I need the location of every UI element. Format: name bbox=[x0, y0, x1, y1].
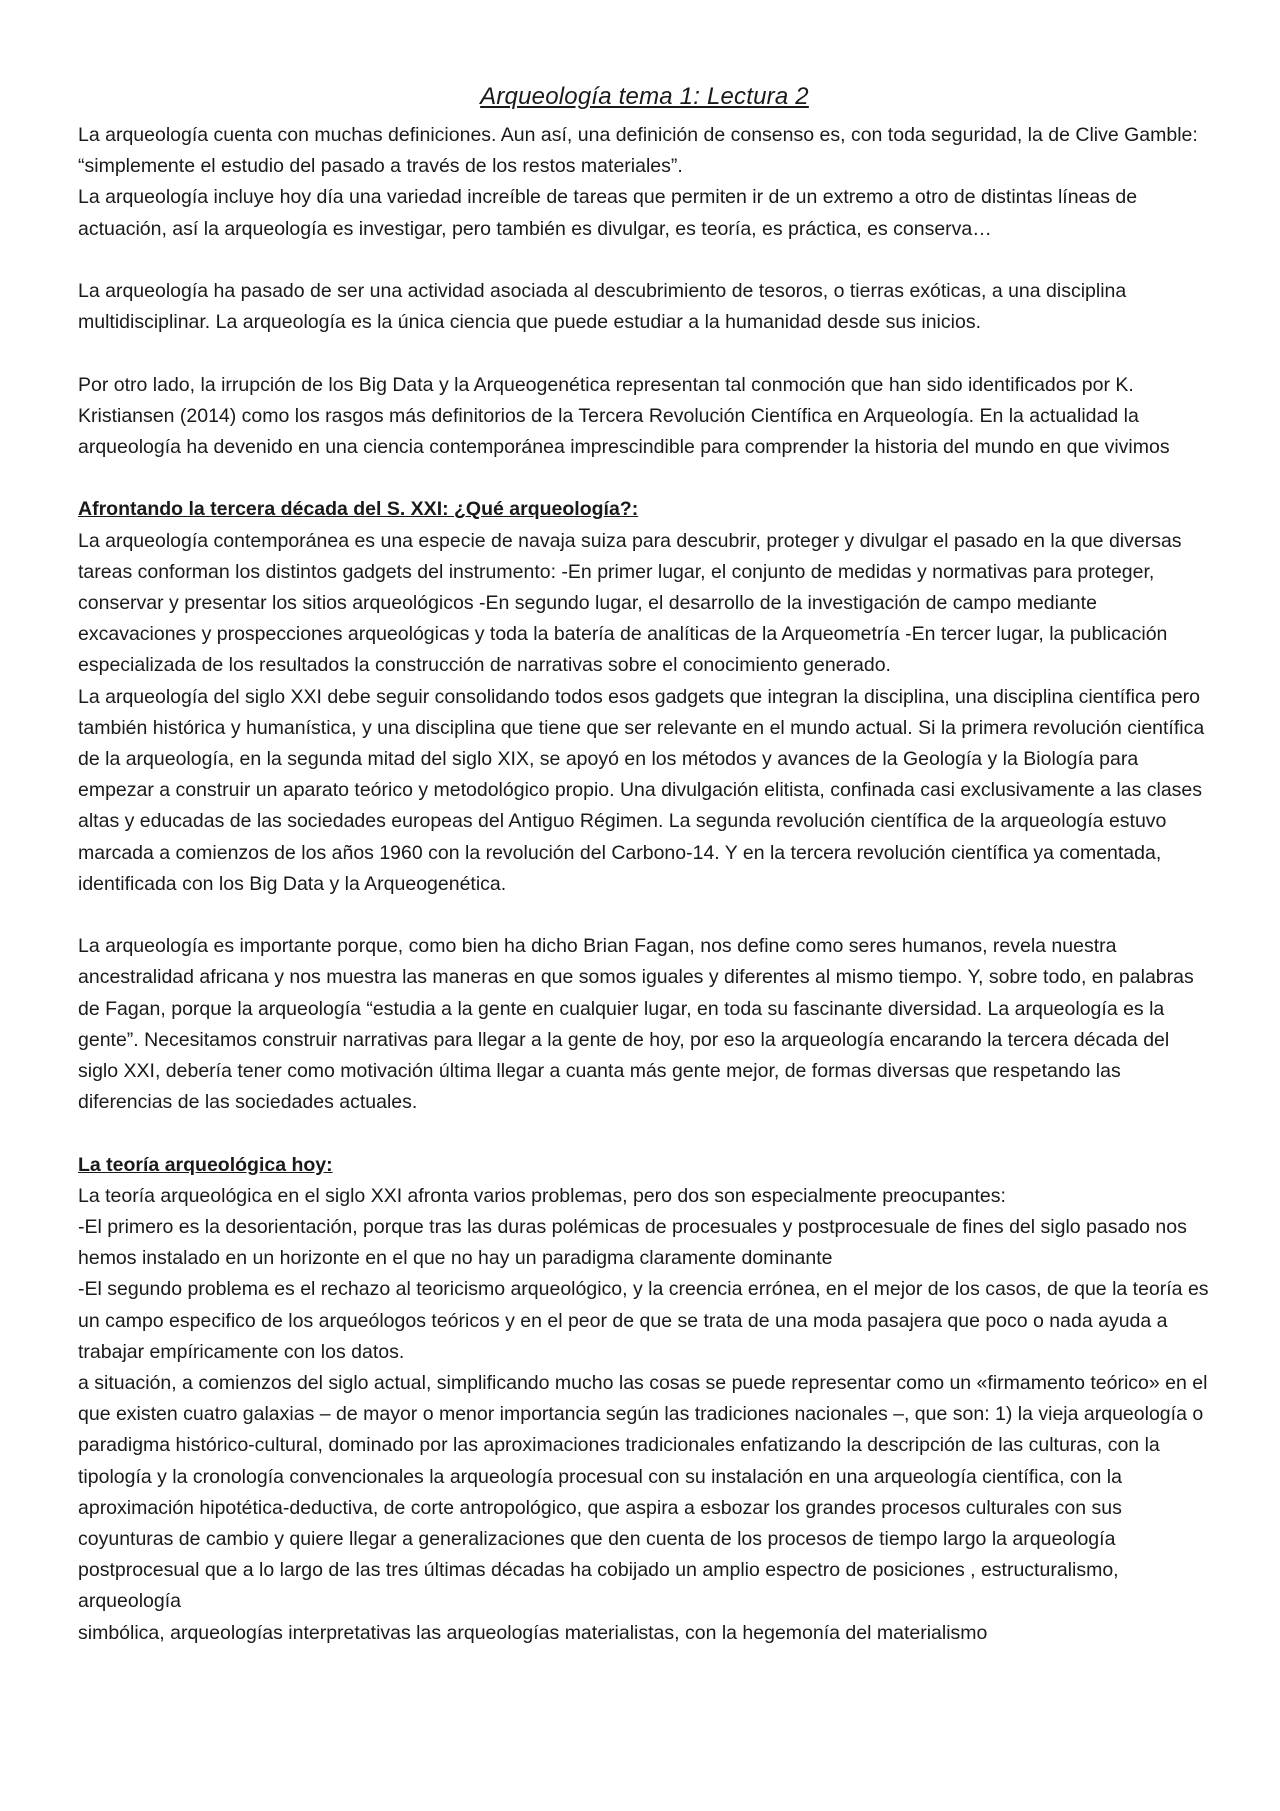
section2-paragraph-1: La teoría arqueológica en el siglo XXI afronta varios problemas, pero dos son especialmente preocupantes: bbox=[78, 1184, 1006, 1207]
intro-paragraph-3: La arqueología ha pasado de ser una actividad asociada al descubrimiento de tesoros, o tierras exóticas, a una disciplina multidisciplinar. La arqueología es la única ciencia que puede estudiar a la humanidad desde sus inicios. bbox=[78, 280, 1127, 334]
paragraph-gap bbox=[78, 338, 1211, 369]
paragraph-gap bbox=[78, 245, 1211, 276]
section1-paragraph-3: La arqueología es importante porque, como bien ha dicho Brian Fagan, nos define como seres humanos, revela nuestra ancestralidad africana y nos muestra las maneras en que somos iguales y diferentes al mismo tiempo. Y, sobre todo, en palabras de Fagan, porque la arqueología “estudia a la gente en cualquier lugar, en toda su fascinante diversidad. La arqueología es la gente”. Necesitamos construir narrativas para llegar a la gente de hoy, por eso la arqueología encarando la tercera década del siglo XXI, debería tener como motivación última llegar a cuanta más gente mejor, de formas diversas que respetando las diferencias de las sociedades actuales. bbox=[78, 935, 1194, 1114]
section-heading-tercera-decada: Afrontando la tercera década del S. XXI: ¿Qué arqueología?: bbox=[78, 498, 639, 521]
document-page bbox=[78, 78, 1211, 1649]
section1-paragraph-2: La arqueología del siglo XXI debe seguir consolidando todos esos gadgets que integran la disciplina, una disciplina científica pero también histórica y humanística, y una disciplina que tiene que ser relevante en el mundo actual. Si la primera revolución científica de la arqueología, en la segunda mitad del siglo XIX, se apoyó en los métodos y avances de la Geología y la Biología para empezar a construir un aparato teórico y metodológico propio. Una divulgación elitista, confinada casi exclusivamente a las clases altas y educadas de las sociedades europeas del Antiguo Régimen. La segunda revolución científica de la arqueología estuvo marcada a comienzos de los años 1960 con la revolución del Carbono-14. Y en la tercera revolución científica ya comentada, identificada con los Big Data y la Arqueogenética. bbox=[78, 685, 1205, 895]
paragraph-gap bbox=[78, 1118, 1211, 1149]
section1-paragraph-1: La arqueología contemporánea es una especie de navaja suiza para descubrir, proteger y divulgar el pasado en la que diversas tareas conforman los distintos gadgets del instrumento: -En primer lugar, el conjunto de medidas y normativas para proteger, conservar y presentar los sitios arqueológicos -En segundo lugar, el desarrollo de la investigación de campo mediante excavaciones y prospecciones arqueológicas y toda la batería de analíticas de la Arqueometría -En tercer lugar, la publicación especializada de los resultados la construcción de narrativas sobre el conocimiento generado. bbox=[78, 529, 1182, 677]
section2-paragraph-3: -El segundo problema es el rechazo al teoricismo arqueológico, y la creencia errónea, en el mejor de los casos, de que la teoría es un campo especifico de los arqueólogos teóricos y en el peor de que se trata de una moda pasajera que poco o nada ayuda a trabajar empíricamente con los datos. bbox=[78, 1278, 1209, 1363]
section2-paragraph-5: simbólica, arqueologías interpretativas las arqueologías materialistas, con la hegemonía del materialismo bbox=[78, 1621, 988, 1644]
intro-paragraph-2: La arqueología incluye hoy día una variedad increíble de tareas que permiten ir de un extremo a otro de distintas líneas de actuación, así la arqueología es investigar, pero también es divulgar, es teoría, es práctica, es conserva… bbox=[78, 186, 1138, 240]
section-heading-teoria: La teoría arqueológica hoy: bbox=[78, 1153, 333, 1176]
intro-paragraph-4: Por otro lado, la irrupción de los Big Data y la Arqueogenética representan tal conmoción que han sido identificados por K. Kristiansen (2014) como los rasgos más definitorios de la Tercera Revolución Científica en Arqueología. En la actualidad la arqueología ha devenido en una ciencia contemporánea imprescindible para comprender la historia del mundo en que vivimos bbox=[78, 373, 1170, 458]
section2-paragraph-4: a situación, a comienzos del siglo actual, simplificando mucho las cosas se puede representar como un «firmamento teórico» en el que existen cuatro galaxias – de mayor o menor importancia según las tradiciones nacionales –, que son: 1) la vieja arqueología o paradigma histórico-cultural, dominado por las aproximaciones tradicionales enfatizando la descripción de las culturas, con la tipología y la cronología convencionales la arqueología procesual con su instalación en una arqueología científica, con la aproximación hipotética-deductiva, de corte antropológico, que aspira a esbozar los grandes procesos culturales con sus coyunturas de cambio y quiere llegar a generalizaciones que den cuenta de los procesos de tiempo largo la arqueología postprocesual que a lo largo de las tres últimas décadas ha cobijado un amplio espectro de posiciones , estructuralismo, arqueología bbox=[78, 1372, 1208, 1613]
intro-paragraph-1: La arqueología cuenta con muchas definiciones. Aun así, una definición de consenso es, con toda seguridad, la de Clive Gamble: “simplemente el estudio del pasado a través de los restos materiales”. bbox=[78, 124, 1198, 178]
document-title: Arqueología tema 1: Lectura 2 bbox=[480, 83, 809, 110]
paragraph-gap bbox=[78, 900, 1211, 931]
paragraph-gap bbox=[78, 463, 1211, 494]
section2-paragraph-2: -El primero es la desorientación, porque tras las duras polémicas de procesuales y postprocesuale de fines del siglo pasado nos hemos instalado en un horizonte en el que no hay un paradigma claramente dominante bbox=[78, 1216, 1187, 1270]
